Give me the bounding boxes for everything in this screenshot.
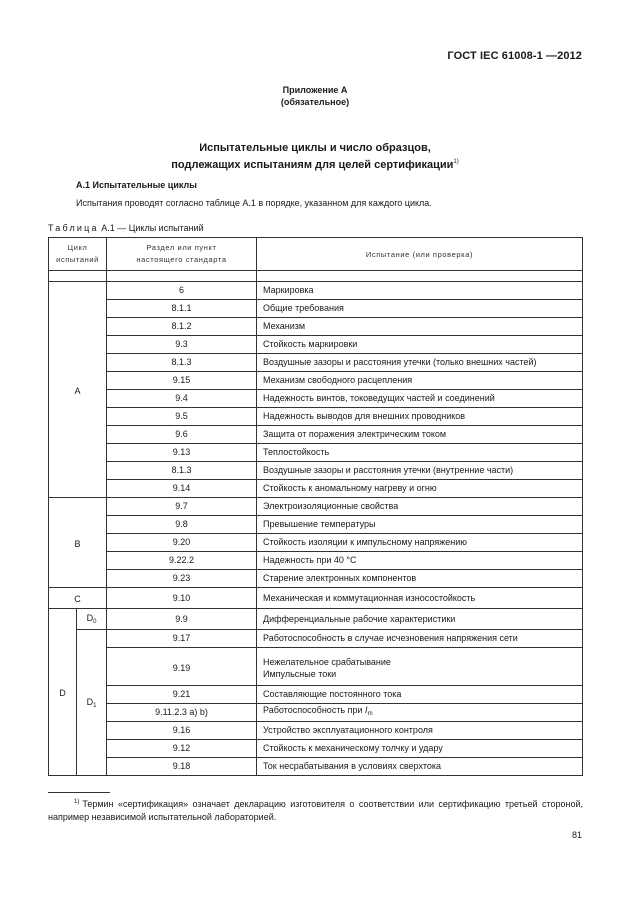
table-row (49, 408, 583, 426)
subcycle-d1-cell (77, 630, 107, 776)
clause-cell: 9.21 (107, 686, 257, 704)
test-cell: Механическая и коммутационная износостойкость (257, 588, 583, 609)
subcycle-d0-base: D (86, 613, 94, 623)
table-row (49, 570, 583, 588)
table-row (49, 740, 583, 758)
test-cell: Надежность выводов для внешних проводников (257, 408, 583, 426)
clause-cell: 9.18 (107, 758, 257, 776)
test-cell-line1: Нежелательное срабатывание (263, 657, 391, 667)
test-cell (257, 704, 583, 722)
test-cell: Ток несрабатывания в условиях сверхтока (257, 758, 583, 776)
test-cell: Воздушные зазоры и расстояния утечки (только внешних частей) (257, 354, 583, 372)
test-cell: Маркировка (257, 282, 583, 300)
clause-cell: 9.7 (107, 498, 257, 516)
test-cell: Теплостойкость (257, 444, 583, 462)
test-cell (257, 648, 583, 686)
table-row (49, 318, 583, 336)
table-row (49, 462, 583, 480)
clause-cell: 9.6 (107, 426, 257, 444)
table-row (49, 390, 583, 408)
header-clause-line2: настоящего стандарта (136, 255, 227, 264)
table-row (49, 588, 583, 609)
clause-cell: 9.5 (107, 408, 257, 426)
table-row (49, 498, 583, 516)
table-row (49, 372, 583, 390)
test-cell: Стойкость изоляции к импульсному напряжению (257, 534, 583, 552)
clause-cell: 9.23 (107, 570, 257, 588)
clause-cell: 9.19 (107, 648, 257, 686)
test-cell: Составляющие постоянного тока (257, 686, 583, 704)
test-cell: Дифференциальные рабочие характеристики (257, 609, 583, 630)
header-cycle-line1: Цикл (67, 243, 88, 252)
table-row (49, 300, 583, 318)
clause-cell: 9.14 (107, 480, 257, 498)
clause-cell: 9.16 (107, 722, 257, 740)
page-number: 81 (571, 830, 582, 840)
header-clause-line1: Раздел или пункт (146, 243, 217, 252)
header-test: Испытание (или проверка) (257, 238, 583, 271)
table-row (49, 534, 583, 552)
clause-cell: 8.1.1 (107, 300, 257, 318)
test-cell: Механизм свободного расцепления (257, 372, 583, 390)
table-row (49, 426, 583, 444)
clause-cell: 8.1.3 (107, 354, 257, 372)
subcycle-d1-base: D (86, 696, 94, 707)
cycle-d-cell: D (49, 609, 77, 776)
test-cell-text: Работоспособность при (263, 705, 366, 715)
standard-header: ГОСТ IEC 61008-1 —2012 (447, 50, 582, 62)
footnote (48, 796, 583, 824)
table-caption-word: Таблица (48, 223, 99, 233)
section-title-line1: Испытательные циклы и число образцов, (199, 142, 431, 154)
clause-cell: 9.8 (107, 516, 257, 534)
footnote-separator (48, 792, 110, 793)
clause-cell: 9.22.2 (107, 552, 257, 570)
test-cell: Старение электронных компонентов (257, 570, 583, 588)
test-cell: Воздушные зазоры и расстояния утечки (внутренние части) (257, 462, 583, 480)
clause-cell: 9.20 (107, 534, 257, 552)
section-title-line2 (0, 155, 630, 172)
section-title-line2-text: подлежащих испытаниям для целей сертификации (171, 159, 454, 171)
footnote-mark: 1) (74, 799, 80, 805)
table-caption-text: А.1 — Циклы испытаний (101, 223, 204, 233)
footnote-text: Термин «сертификация» означает декларацию изготовителя о соответствии или сертификацию третьей стороной, например независимой испытательной лабораторией. (48, 799, 583, 822)
table-row (49, 336, 583, 354)
subsection-paragraph: Испытания проводят согласно таблице А.1 в порядке, указанном для каждого цикла. (76, 198, 432, 208)
test-cell: Общие требования (257, 300, 583, 318)
test-cell: Надежность при 40 °С (257, 552, 583, 570)
table-row (49, 516, 583, 534)
clause-cell: 6 (107, 282, 257, 300)
clause-cell: 9.11.2.3 а) b) (107, 704, 257, 722)
test-cell: Стойкость к механическому толчку и удару (257, 740, 583, 758)
test-cell: Работоспособность в случае исчезновения напряжения сети (257, 630, 583, 648)
section-title (0, 141, 630, 172)
table-row (49, 722, 583, 740)
table-row (49, 686, 583, 704)
test-cell: Превышение температуры (257, 516, 583, 534)
cycle-a-cell: A (49, 282, 107, 498)
current-symbol: I (365, 705, 368, 715)
clause-cell: 9.9 (107, 609, 257, 630)
header-cycle (49, 238, 107, 271)
subsection-heading: А.1 Испытательные циклы (76, 180, 197, 190)
clause-cell: 8.1.3 (107, 462, 257, 480)
clause-cell: 8.1.2 (107, 318, 257, 336)
table-spacer-row (49, 271, 583, 282)
table-row (49, 354, 583, 372)
header-clause (107, 238, 257, 271)
annex-title: Приложение А (282, 85, 348, 95)
clause-cell: 9.12 (107, 740, 257, 758)
cycle-b-cell: B (49, 498, 107, 588)
annex-status: (обязательное) (280, 97, 350, 107)
current-subscript: m (367, 711, 373, 717)
table-row (49, 758, 583, 776)
test-cell: Механизм (257, 318, 583, 336)
test-cell: Стойкость маркировки (257, 336, 583, 354)
test-cell: Стойкость к аномальному нагреву и огню (257, 480, 583, 498)
clause-cell: 9.4 (107, 390, 257, 408)
test-cycles-table (48, 237, 583, 776)
clause-cell: 9.17 (107, 630, 257, 648)
test-cell: Электроизоляционные свойства (257, 498, 583, 516)
test-cell: Устройство эксплуатационного контроля (257, 722, 583, 740)
cycle-c-cell: C (49, 588, 107, 609)
table-row (49, 552, 583, 570)
table-row (49, 480, 583, 498)
clause-cell: 9.3 (107, 336, 257, 354)
clause-cell: 9.10 (107, 588, 257, 609)
subcycle-d1-index: 1 (93, 702, 97, 709)
clause-cell: 9.15 (107, 372, 257, 390)
table-row (49, 444, 583, 462)
subcycle-d0-cell (77, 609, 107, 630)
table-row (49, 282, 583, 300)
test-cell-line2: Импульсные токи (263, 669, 337, 679)
table-row (49, 630, 583, 648)
annex-heading (0, 84, 630, 108)
test-cell: Защита от поражения электрическим током (257, 426, 583, 444)
footnote-reference[interactable]: 1) (453, 159, 459, 165)
table-row (49, 704, 583, 722)
test-cell: Надежность винтов, токоведущих частей и соединений (257, 390, 583, 408)
table-row (49, 609, 583, 630)
table-header-row (49, 238, 583, 271)
header-cycle-line2: испытаний (56, 255, 99, 264)
subcycle-d0-index: 0 (93, 619, 97, 625)
table-row (49, 648, 583, 686)
table-caption (48, 223, 204, 233)
clause-cell: 9.13 (107, 444, 257, 462)
